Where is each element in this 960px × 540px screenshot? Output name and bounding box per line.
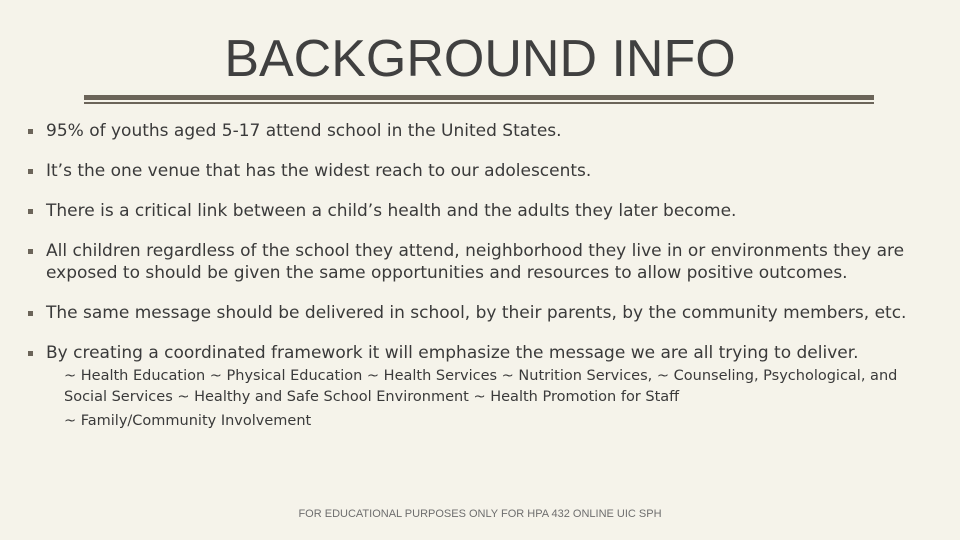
bullet-item	[28, 240, 948, 284]
subnote-line-2: Social Services ~ Healthy and Safe School Environment ~ Health Promotion for Staff	[64, 389, 680, 405]
bullet-item	[28, 160, 948, 182]
slide-title: BACKGROUND INFO	[224, 30, 736, 88]
square-bullet-icon	[28, 129, 33, 134]
square-bullet-icon	[28, 169, 33, 174]
bullet-text: There is a critical link between a child’s health and the adults they later become.	[46, 201, 737, 221]
subnote-line-1: ~ Health Education ~ Physical Education ~ Health Services ~ Nutrition Services, ~ Counseling, Psychological, and	[64, 368, 898, 384]
square-bullet-icon	[28, 351, 33, 356]
square-bullet-icon	[28, 249, 33, 254]
subnote-line-3: ~ Family/Community Involvement	[64, 413, 312, 429]
bullet-item	[28, 200, 948, 222]
bullet-text: By creating a coordinated framework it will emphasize the message we are all trying to deliver.	[46, 343, 859, 363]
bullet-item	[28, 342, 948, 364]
footer-disclaimer: FOR EDUCATIONAL PURPOSES ONLY FOR HPA 432 ONLINE UIC SPH	[298, 508, 662, 520]
bullet-list	[28, 120, 948, 382]
title-underline-thick	[84, 95, 874, 100]
square-bullet-icon	[28, 311, 33, 316]
square-bullet-icon	[28, 209, 33, 214]
components-subnote	[64, 366, 934, 432]
bullet-text: All children regardless of the school they attend, neighborhood they live in or environments they are exposed to should be given the same opportunities and resources to allow positive outcomes.	[46, 241, 905, 283]
bullet-item	[28, 302, 948, 324]
title-underline-thin	[84, 102, 874, 104]
bullet-text: 95% of youths aged 5-17 attend school in the United States.	[46, 121, 562, 141]
bullet-item	[28, 120, 948, 142]
bullet-text: The same message should be delivered in school, by their parents, by the community members, etc.	[46, 303, 907, 323]
bullet-text: It’s the one venue that has the widest reach to our adolescents.	[46, 161, 592, 181]
